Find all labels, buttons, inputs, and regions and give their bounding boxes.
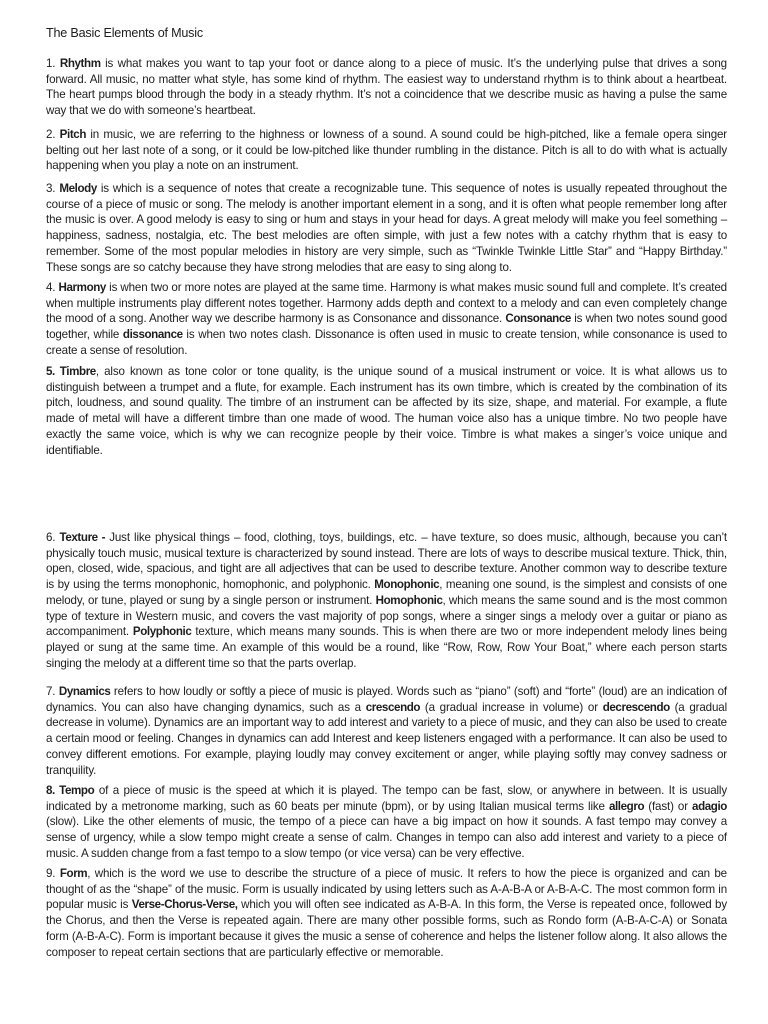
paragraph-dynamics bbox=[46, 684, 727, 778]
term-harmony: Harmony bbox=[58, 281, 106, 294]
paragraph-text: is what makes you want to tap your foot or dance along to a piece of music. It’s the underlying pulse that drives a song forward. All music, no matter what style, has some kind of rhythm. The easiest way to understand rhythm is to think about a heartbeat. The heart pumps blood through the body in a steady rhythm. It’s not a coincidence that we describe music as having a pulse the same way that we do with someone’s heartbeat. bbox=[46, 57, 727, 118]
page-title: The Basic Elements of Music bbox=[46, 26, 203, 40]
term-allegro: allegro bbox=[608, 799, 645, 813]
term-consonance: Consonance bbox=[505, 312, 571, 326]
paragraph-text: is when two notes sound good together, while bbox=[46, 312, 727, 342]
paragraph-text: (slow). Like the other elements of music, the tempo of a piece can have a big impact on how it sounds. A fast tempo may convey a sense of urgency, while a slow tempo might create a sense of calm. Changes in tempo can also add interest and variety to a piece of music. A sudden change from a fast tempo to a slow tempo (or vice versa) can be very effective. bbox=[46, 815, 727, 860]
paragraph-melody bbox=[46, 181, 727, 275]
paragraph-number: 2. bbox=[46, 128, 60, 141]
paragraph-text: , which is the word we use to describe the structure of a piece of music. It refers to how the piece is organized and can be thought of as the “shape” of the music. Form is usually indicated by using letters such as A-A-B-A or A-B-A-C. The most common form in popular music is bbox=[46, 867, 727, 912]
paragraph-number: 3. bbox=[46, 182, 60, 195]
paragraph-harmony bbox=[46, 280, 727, 359]
term-decrescendo: decrescendo bbox=[602, 700, 670, 714]
paragraph-number: 1. bbox=[46, 57, 60, 70]
paragraph-text: , also known as tone color or tone quality, is the unique sound of a musical instrument or voice. It is what allows us to distinguish between a trumpet and a flute, for example. Each instrument has its own timbre, which is created by the combination of its pitch, loudness, and sound quality. The timbre of an instrument can be affected by its size, shape, and material. For example, a flute made of metal will have a different timbre than one made of wood. The human voice also has a unique timbre. No two people have exactly the same voice, which is why we can recognize people by their voice. Timbre is what makes a singer’s voice unique and identifiable. bbox=[46, 365, 728, 457]
term-melody: Melody bbox=[59, 182, 97, 195]
term-texture: Texture - bbox=[59, 531, 106, 544]
paragraph-text: texture, which means many sounds. This is when there are two or more independent melody lines being played or sung at the same time. An example of this would be a round, like “Row, Row, Row Your Boat,” where each person starts singing the melody at a different time so that the parts overlap. bbox=[46, 625, 727, 670]
term-tempo: 8. Tempo bbox=[46, 784, 95, 797]
paragraph-text: refers to how loudly or softly a piece of music is played. Words such as “piano” (soft) and “forte” (loud) are an indication of dynamics. You can also have changing dynamics, such as a bbox=[46, 685, 727, 714]
term-rhythm: Rhythm bbox=[59, 57, 101, 70]
paragraph-timbre bbox=[46, 364, 727, 458]
term-homophonic: Homophonic bbox=[375, 593, 443, 607]
term-dissonance: dissonance bbox=[122, 328, 183, 342]
term-pitch: Pitch bbox=[59, 128, 87, 141]
paragraph-tempo bbox=[46, 783, 727, 862]
term-adagio: adagio bbox=[692, 799, 727, 813]
paragraph-text: (a gradual decrease in volume). Dynamics are an important way to add interest and variety to a piece of music, and they can also be used to create a certain mood or feeling. Changes in dynamics can add Interest and keep listeners engaged with a performance. It can also be used to convey different emotions. For example, playing loudly may convey excitement or anger, while playing softly may convey sadness or tranquility. bbox=[46, 700, 728, 777]
paragraph-texture bbox=[46, 530, 727, 671]
term-timbre: 5. Timbre bbox=[46, 365, 96, 378]
term-monophonic: Monophonic bbox=[374, 578, 440, 592]
paragraph-number: 6. bbox=[46, 531, 60, 544]
term-verse-chorus-verse: Verse-Chorus-Verse, bbox=[131, 898, 238, 912]
paragraph-pitch bbox=[46, 127, 727, 174]
paragraph-text: is when two notes clash. Dissonance is often used in music to create tension, while consonance is used to create a sense of resolution. bbox=[46, 328, 727, 357]
paragraph-number: 4. bbox=[46, 281, 59, 294]
paragraph-text: is which is a sequence of notes that create a recognizable tune. This sequence of notes is usually repeated throughout the course of a piece of music or song. The melody is another important element in a song, and it is often what people remember long after the music is over. A good melody is easy to sing or hum and stays in your head for days. A great melody will make you feel something – happiness, sadness, nostalgia, etc. The best melodies are often simple, with just a few notes with a catchy rhythm that is easy to remember. Some of the most popular melodies in history are very simple, such as “Twinkle Twinkle Little Star” and “Happy Birthday.” These songs are so catchy because they have strong melodies that are easy to sing along to. bbox=[46, 182, 727, 274]
term-crescendo: crescendo bbox=[365, 700, 421, 714]
paragraph-text: (fast) or bbox=[644, 799, 693, 813]
term-dynamics: Dynamics bbox=[58, 685, 111, 698]
term-form: Form bbox=[59, 867, 88, 880]
paragraph-form bbox=[46, 866, 727, 960]
term-polyphonic: Polyphonic bbox=[132, 625, 192, 639]
paragraph-text: is when two or more notes are played at the same time. Harmony is what makes music sound full and complete. It’s created when multiple instruments play different notes together. Harmony adds depth and context to a melody and can even completely change the mood of a song. Another way we describe harmony is as Consonance and dissonance. bbox=[46, 281, 727, 326]
paragraph-text: of a piece of music is the speed at which it is played. The tempo can be fast, slow, or anywhere in between. It is usually indicated by a metronome marking, such as 60 beats per minute (bpm), or by using Italian musical terms like bbox=[46, 784, 727, 813]
paragraph-text: , which means the same sound and is the most common type of texture in Western music, and covers the vast majority of pop songs, where a singer sings a melody over a guitar or piano as accompaniment. bbox=[46, 593, 727, 639]
paragraph-text: Just like physical things – food, clothing, toys, buildings, etc. – have texture, so does music, although, because you can’t physically touch music, musical texture is characterized by sound instead. There are lots of ways to describe musical texture. Thick, thin, open, closed, wide, spacious, and tight are all adjectives that can be used to describe texture. Another common way to describe texture is by using the terms monophonic, homophonic, and polyphonic. bbox=[46, 531, 727, 592]
paragraph-text: in music, we are referring to the highness or lowness of a sound. A sound could be high-pitched, like a female opera singer belting out her last note of a song, or it could be low-pitched like thunder rumbling in the distance. Pitch is all to do with what is actually happening when you play a note on an instrument. bbox=[46, 128, 727, 173]
paragraph-rhythm bbox=[46, 56, 727, 119]
paragraph-text: , meaning one sound, is the simplest and consists of one melody, or tune, played or sung by a single person or instrument. bbox=[46, 578, 727, 607]
paragraph-number: 9. bbox=[46, 867, 60, 880]
paragraph-number: 7. bbox=[46, 685, 59, 698]
paragraph-text: which you will often see indicated as A-B-A. In this form, the Verse is repeated once, followed by the Chorus, and then the Verse is repeated again. There are many other possible forms, such as Rondo form (A-B-A-C-A) or Sonata form (A-B-A-C). Form is important because it gives the music a sense of coherence and helps the listener follow along. It also allows the composer to repeat certain sections that are particularly effective or memorable. bbox=[46, 898, 727, 959]
paragraph-text: (a gradual increase in volume) or bbox=[420, 700, 603, 714]
